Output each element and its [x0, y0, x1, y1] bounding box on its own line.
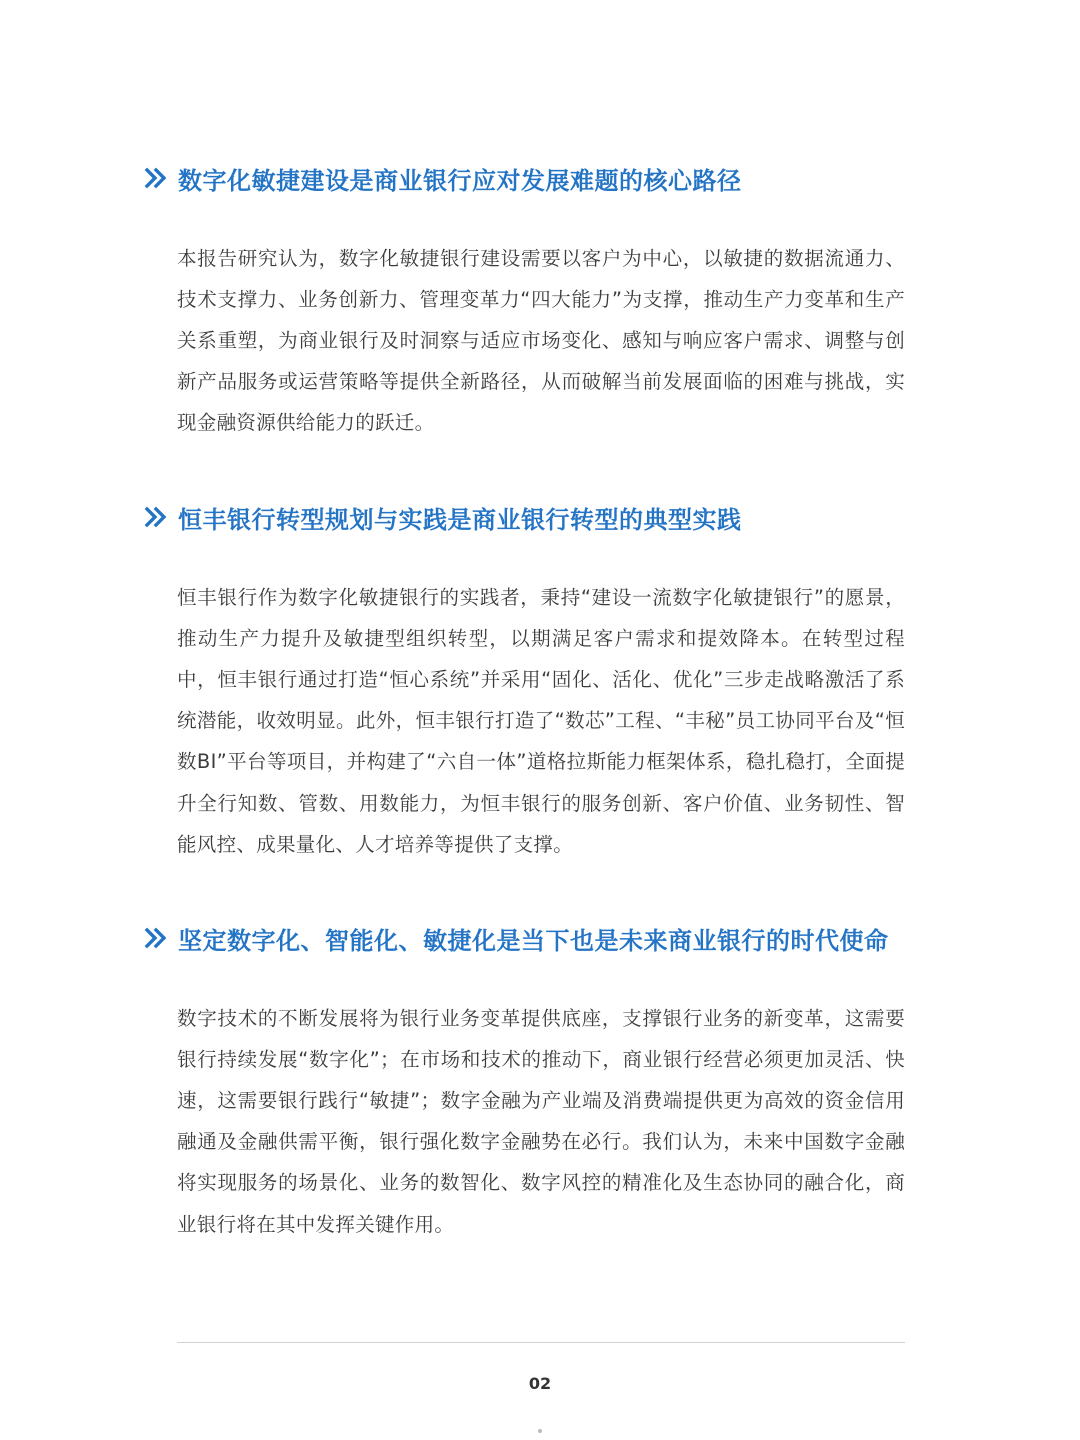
double-chevron-right-icon	[144, 166, 168, 190]
section-title: 恒丰银行转型规划与实践是商业银行转型的典型实践	[178, 505, 742, 534]
section-title: 坚定数字化、智能化、敏捷化是当下也是未来商业银行的时代使命	[178, 926, 889, 955]
section-paragraph: 恒丰银行作为数字化敏捷银行的实践者，秉持“建设一流数字化敏捷银行”的愿景，推动生产力提升及敏捷型组织转型，以期满足客户需求和提效降本。在转型过程中，恒丰银行通过打造“恒心系统”并采用“固化、活化、优化”三步走战略激活了系统潜能，收效明显。此外，恒丰银行打造了“数芯”工程、“丰秘”员工协同平台及“恒数BI”平台等项目，并构建了“六自一体”道格拉斯能力框架体系，稳扎稳打，全面提升全行知数、管数、用数能力，为恒丰银行的服务创新、客户价值、业务韧性、智能风控、成果量化、人才培养等提供了支撑。	[177, 585, 905, 856]
page-number: 02	[528, 1374, 552, 1393]
footer-divider	[177, 1342, 905, 1343]
section-heading	[144, 497, 742, 537]
page-dot	[538, 1429, 542, 1433]
double-chevron-right-icon	[144, 505, 168, 529]
section-heading	[144, 918, 889, 958]
section-heading	[144, 158, 742, 198]
double-chevron-right-icon	[144, 926, 168, 950]
section-paragraph: 本报告研究认为，数字化敏捷银行建设需要以客户为中心，以敏捷的数据流通力、技术支撑力、业务创新力、管理变革力“四大能力”为支撑，推动生产力变革和生产关系重塑，为商业银行及时洞察与适应市场变化、感知与响应客户需求、调整与创新产品服务或运营策略等提供全新路径，从而破解当前发展面临的困难与挑战，实现金融资源供给能力的跃迁。	[177, 246, 905, 435]
section-paragraph: 数字技术的不断发展将为银行业务变革提供底座，支撑银行业务的新变革，这需要银行持续发展“数字化”；在市场和技术的推动下，商业银行经营必须更加灵活、快速，这需要银行践行“敏捷”；数字金融为产业端及消费端提供更为高效的资金信用融通及金融供需平衡，银行强化数字金融势在必行。我们认为，未来中国数字金融将实现服务的场景化、业务的数智化、数字风控的精准化及生态协同的融合化，商业银行将在其中发挥关键作用。	[177, 1006, 905, 1236]
section-title: 数字化敏捷建设是商业银行应对发展难题的核心路径	[178, 166, 742, 195]
